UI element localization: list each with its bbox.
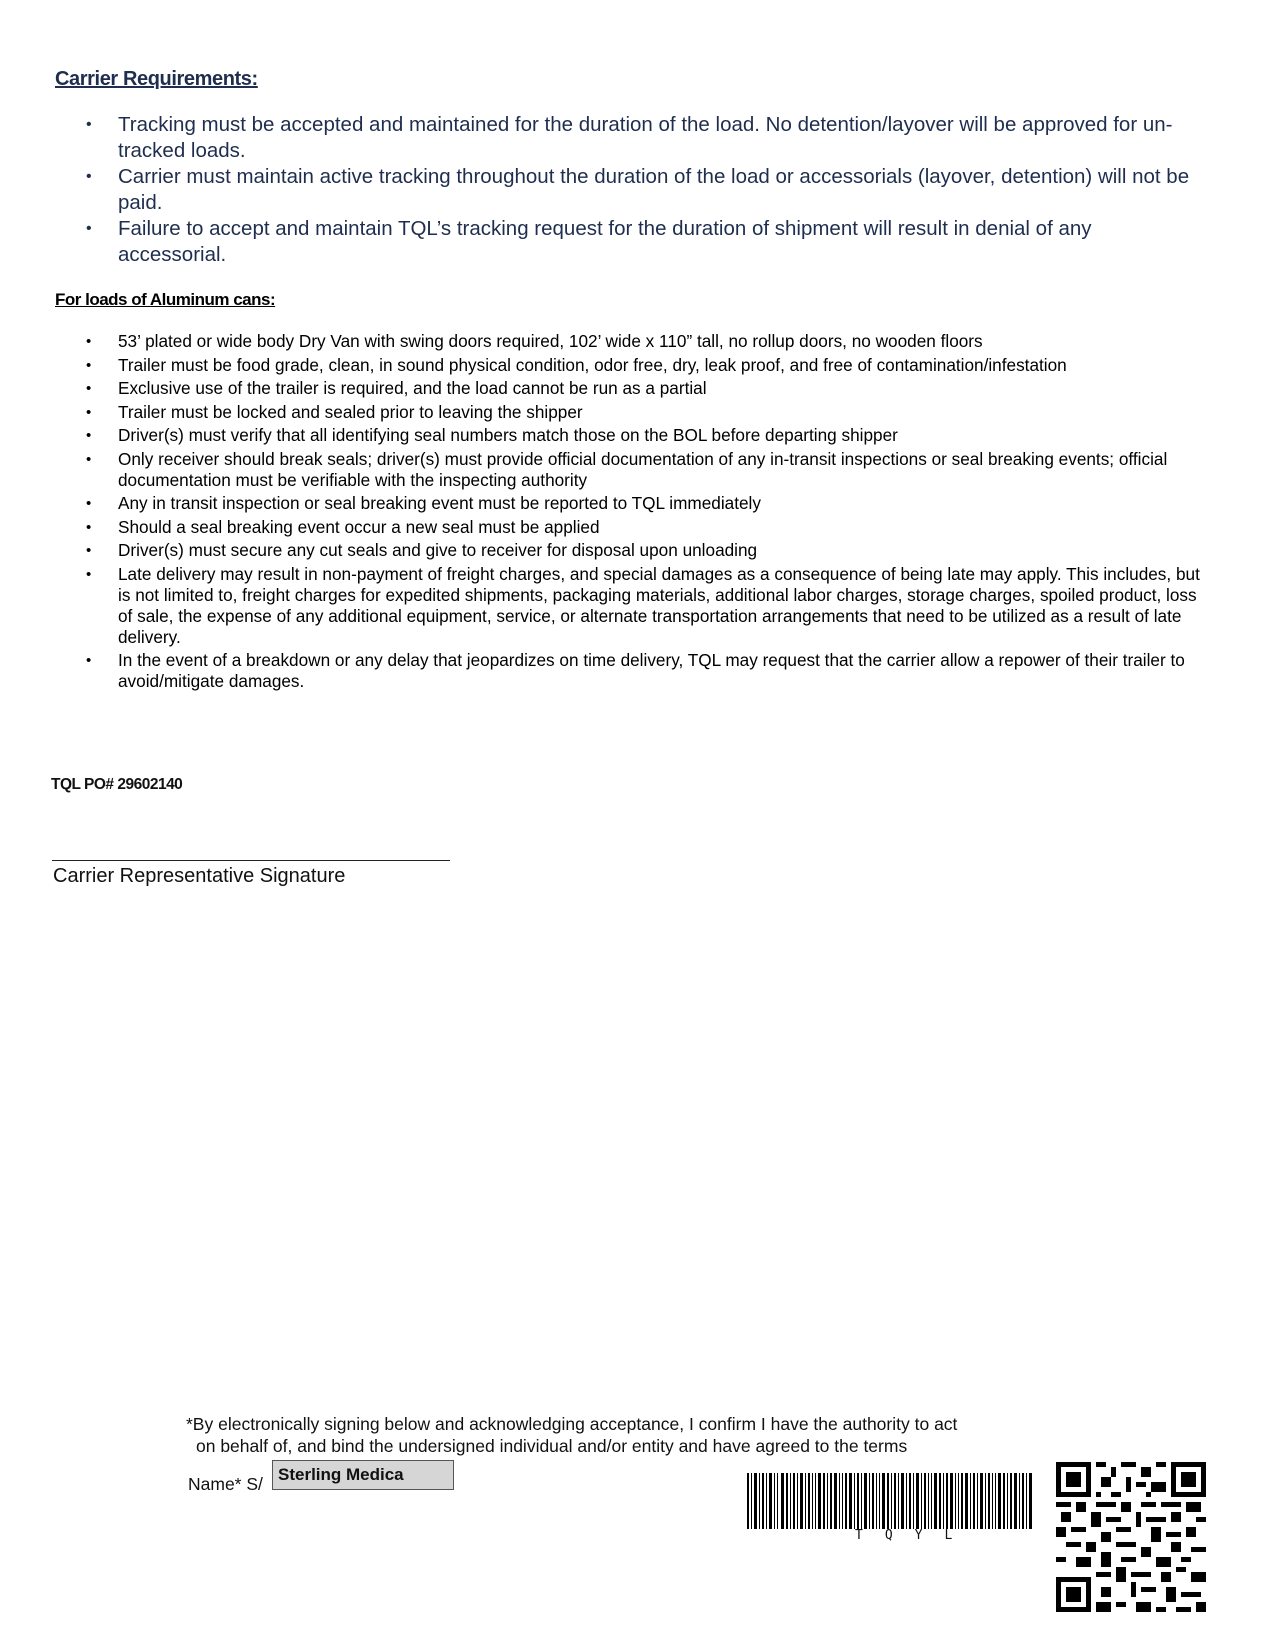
barcode-caption: TQYL — [855, 1528, 975, 1543]
name-label: Name* S/ — [188, 1474, 263, 1494]
qr-code-image — [1056, 1462, 1206, 1612]
list-item: • Late delivery may result in non-payment of freight charges, and special damages as a consequence of being late may apply. This includes, but is not limited to, freight charges for expedited shipments, packaging materials, additional labor charges, storage charges, spoiled product, loss of sale, the expense of any additional equipment, service, or alternate transportation arrangements that need to be utilized as a result of late delivery. — [80, 564, 1205, 648]
list-item: • 53’ plated or wide body Dry Van with swing doors required, 102’ wide x 110” tall, no rollup doors, no wooden floors — [80, 331, 1205, 352]
aluminum-requirements-list — [80, 331, 1205, 695]
carrier-requirements-heading: Carrier Requirements: — [55, 68, 258, 90]
acknowledgement-line-1: *By electronically signing below and acknowledging acceptance, I confirm I have the authority to act — [186, 1414, 958, 1434]
list-item: • Any in transit inspection or seal breaking event must be reported to TQL immediately — [80, 493, 1205, 514]
barcode-image — [747, 1473, 1032, 1529]
list-item: • Exclusive use of the trailer is required, and the load cannot be run as a partial — [80, 378, 1205, 399]
list-item: • Should a seal breaking event occur a new seal must be applied — [80, 517, 1205, 538]
signature-label: Carrier Representative Signature — [53, 865, 346, 887]
acknowledgement-text — [186, 1413, 1046, 1457]
list-item: • Tracking must be accepted and maintained for the duration of the load. No detention/layover will be approved for un-tracked loads. — [80, 112, 1200, 164]
signature-line[interactable] — [52, 860, 450, 861]
list-item: • Trailer must be food grade, clean, in sound physical condition, odor free, dry, leak proof, and free of contamination/infestation — [80, 355, 1205, 376]
list-item: • Driver(s) must verify that all identifying seal numbers match those on the BOL before departing shipper — [80, 425, 1205, 446]
acknowledgement-line-2: on behalf of, and bind the undersigned individual and/or entity and have agreed to the terms — [196, 1436, 908, 1456]
tracking-requirements-list — [80, 112, 1200, 268]
list-item: • Only receiver should break seals; driver(s) must provide official documentation of any in-transit inspections or seal breaking events; official documentation must be verifiable with the inspecting authority — [80, 449, 1205, 491]
aluminum-cans-heading: For loads of Aluminum cans: — [55, 290, 276, 309]
list-item: • Driver(s) must secure any cut seals and give to receiver for disposal upon unloading — [80, 540, 1205, 561]
list-item: • In the event of a breakdown or any delay that jeopardizes on time delivery, TQL may request that the carrier allow a repower of their trailer to avoid/mitigate damages. — [80, 650, 1205, 692]
list-item: • Carrier must maintain active tracking throughout the duration of the load or accessorials (layover, detention) will not be paid. — [80, 164, 1200, 216]
list-item: • Trailer must be locked and sealed prior to leaving the shipper — [80, 402, 1205, 423]
po-number: TQL PO# 29602140 — [51, 776, 183, 793]
list-item: • Failure to accept and maintain TQL’s tracking request for the duration of shipment will result in denial of any accessorial. — [80, 216, 1200, 268]
name-signature-field[interactable]: Sterling Medica — [272, 1460, 454, 1490]
